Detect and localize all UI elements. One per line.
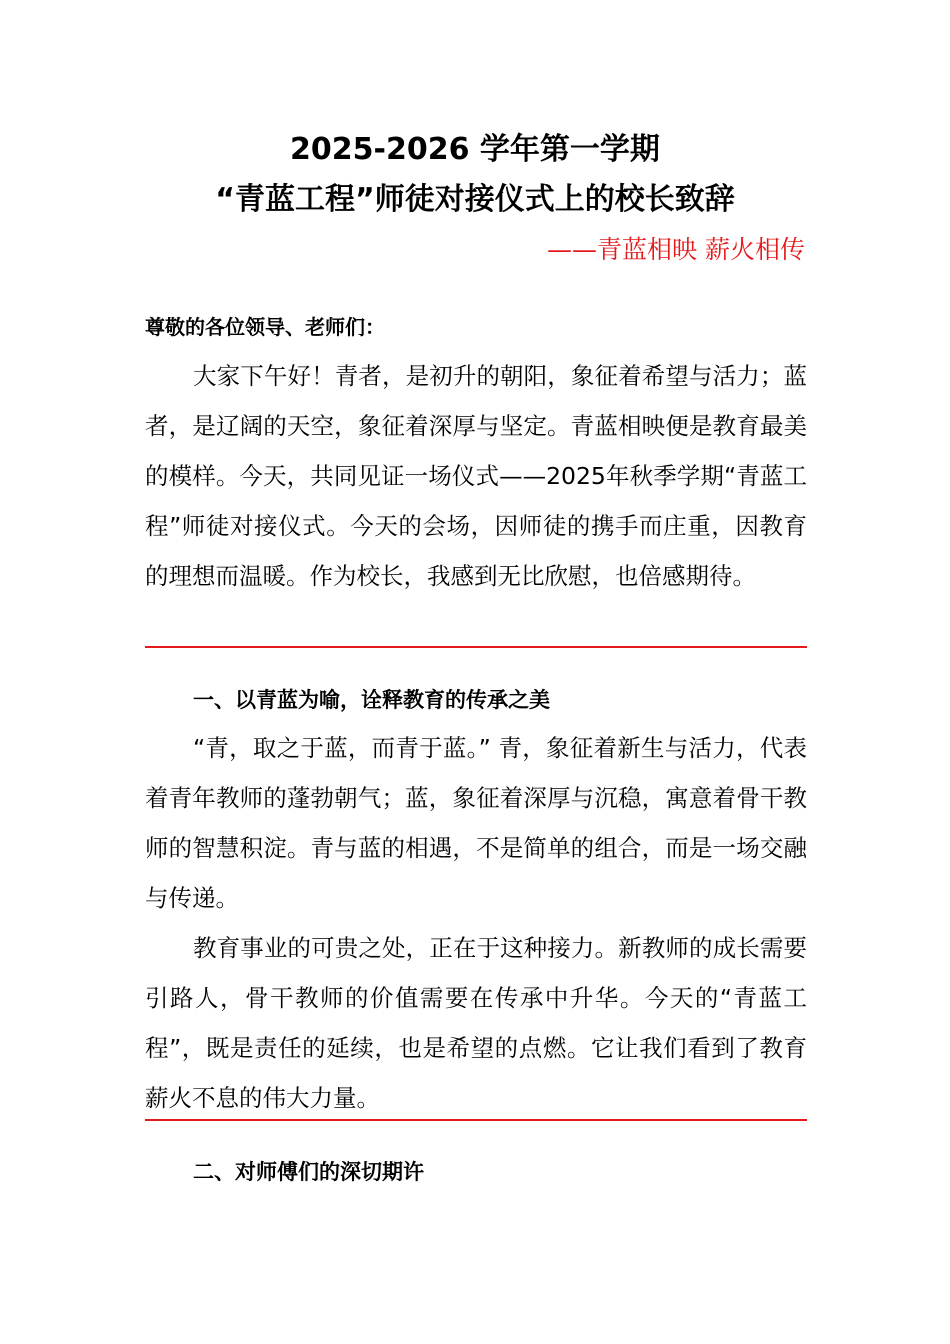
section1-paragraph-1: “青，取之于蓝，而青于蓝。” 青，象征着新生与活力，代表着青年教师的蓬勃朝气；蓝，象征着深厚与沉稳，寓意着骨干教师的智慧积淀。青与蓝的相遇，不是简单的组合，而是一场交融与传递。 bbox=[145, 734, 807, 912]
intro-paragraph: 大家下午好！青者，是初升的朝阳，象征着希望与活力；蓝者，是辽阔的天空，象征着深厚与坚定。青蓝相映便是教育最美的模样。今天，共同见证一场仪式——2025年秋季学期“青蓝工程”师徒对接仪式。今天的会场，因师徒的携手而庄重，因教育的理想而温暖。作为校长，我感到无比欣慰，也倍感期待。 bbox=[145, 362, 807, 590]
section-divider bbox=[145, 1119, 807, 1121]
section-heading-2: 二、对师傅们的深切期许 bbox=[193, 1160, 424, 1184]
section1-paragraph-2: 教育事业的可贵之处，正在于这种接力。新教师的成长需要引路人，骨干教师的价值需要在传承中升华。今天的“青蓝工程”，既是责任的延续，也是希望的点燃。它让我们看到了教育薪火不息的伟大力量。 bbox=[145, 934, 807, 1112]
title-line-2: “青蓝工程”师徒对接仪式上的校长致辞 bbox=[215, 182, 735, 217]
title-line-1: 2025-2026 学年第一学期 bbox=[290, 132, 660, 167]
section-heading-1: 一、以青蓝为喻，诠释教育的传承之美 bbox=[193, 688, 550, 712]
section-divider bbox=[145, 646, 807, 648]
subtitle: ——青蓝相映 薪火相传 bbox=[547, 235, 805, 264]
salutation: 尊敬的各位领导、老师们： bbox=[145, 315, 385, 339]
